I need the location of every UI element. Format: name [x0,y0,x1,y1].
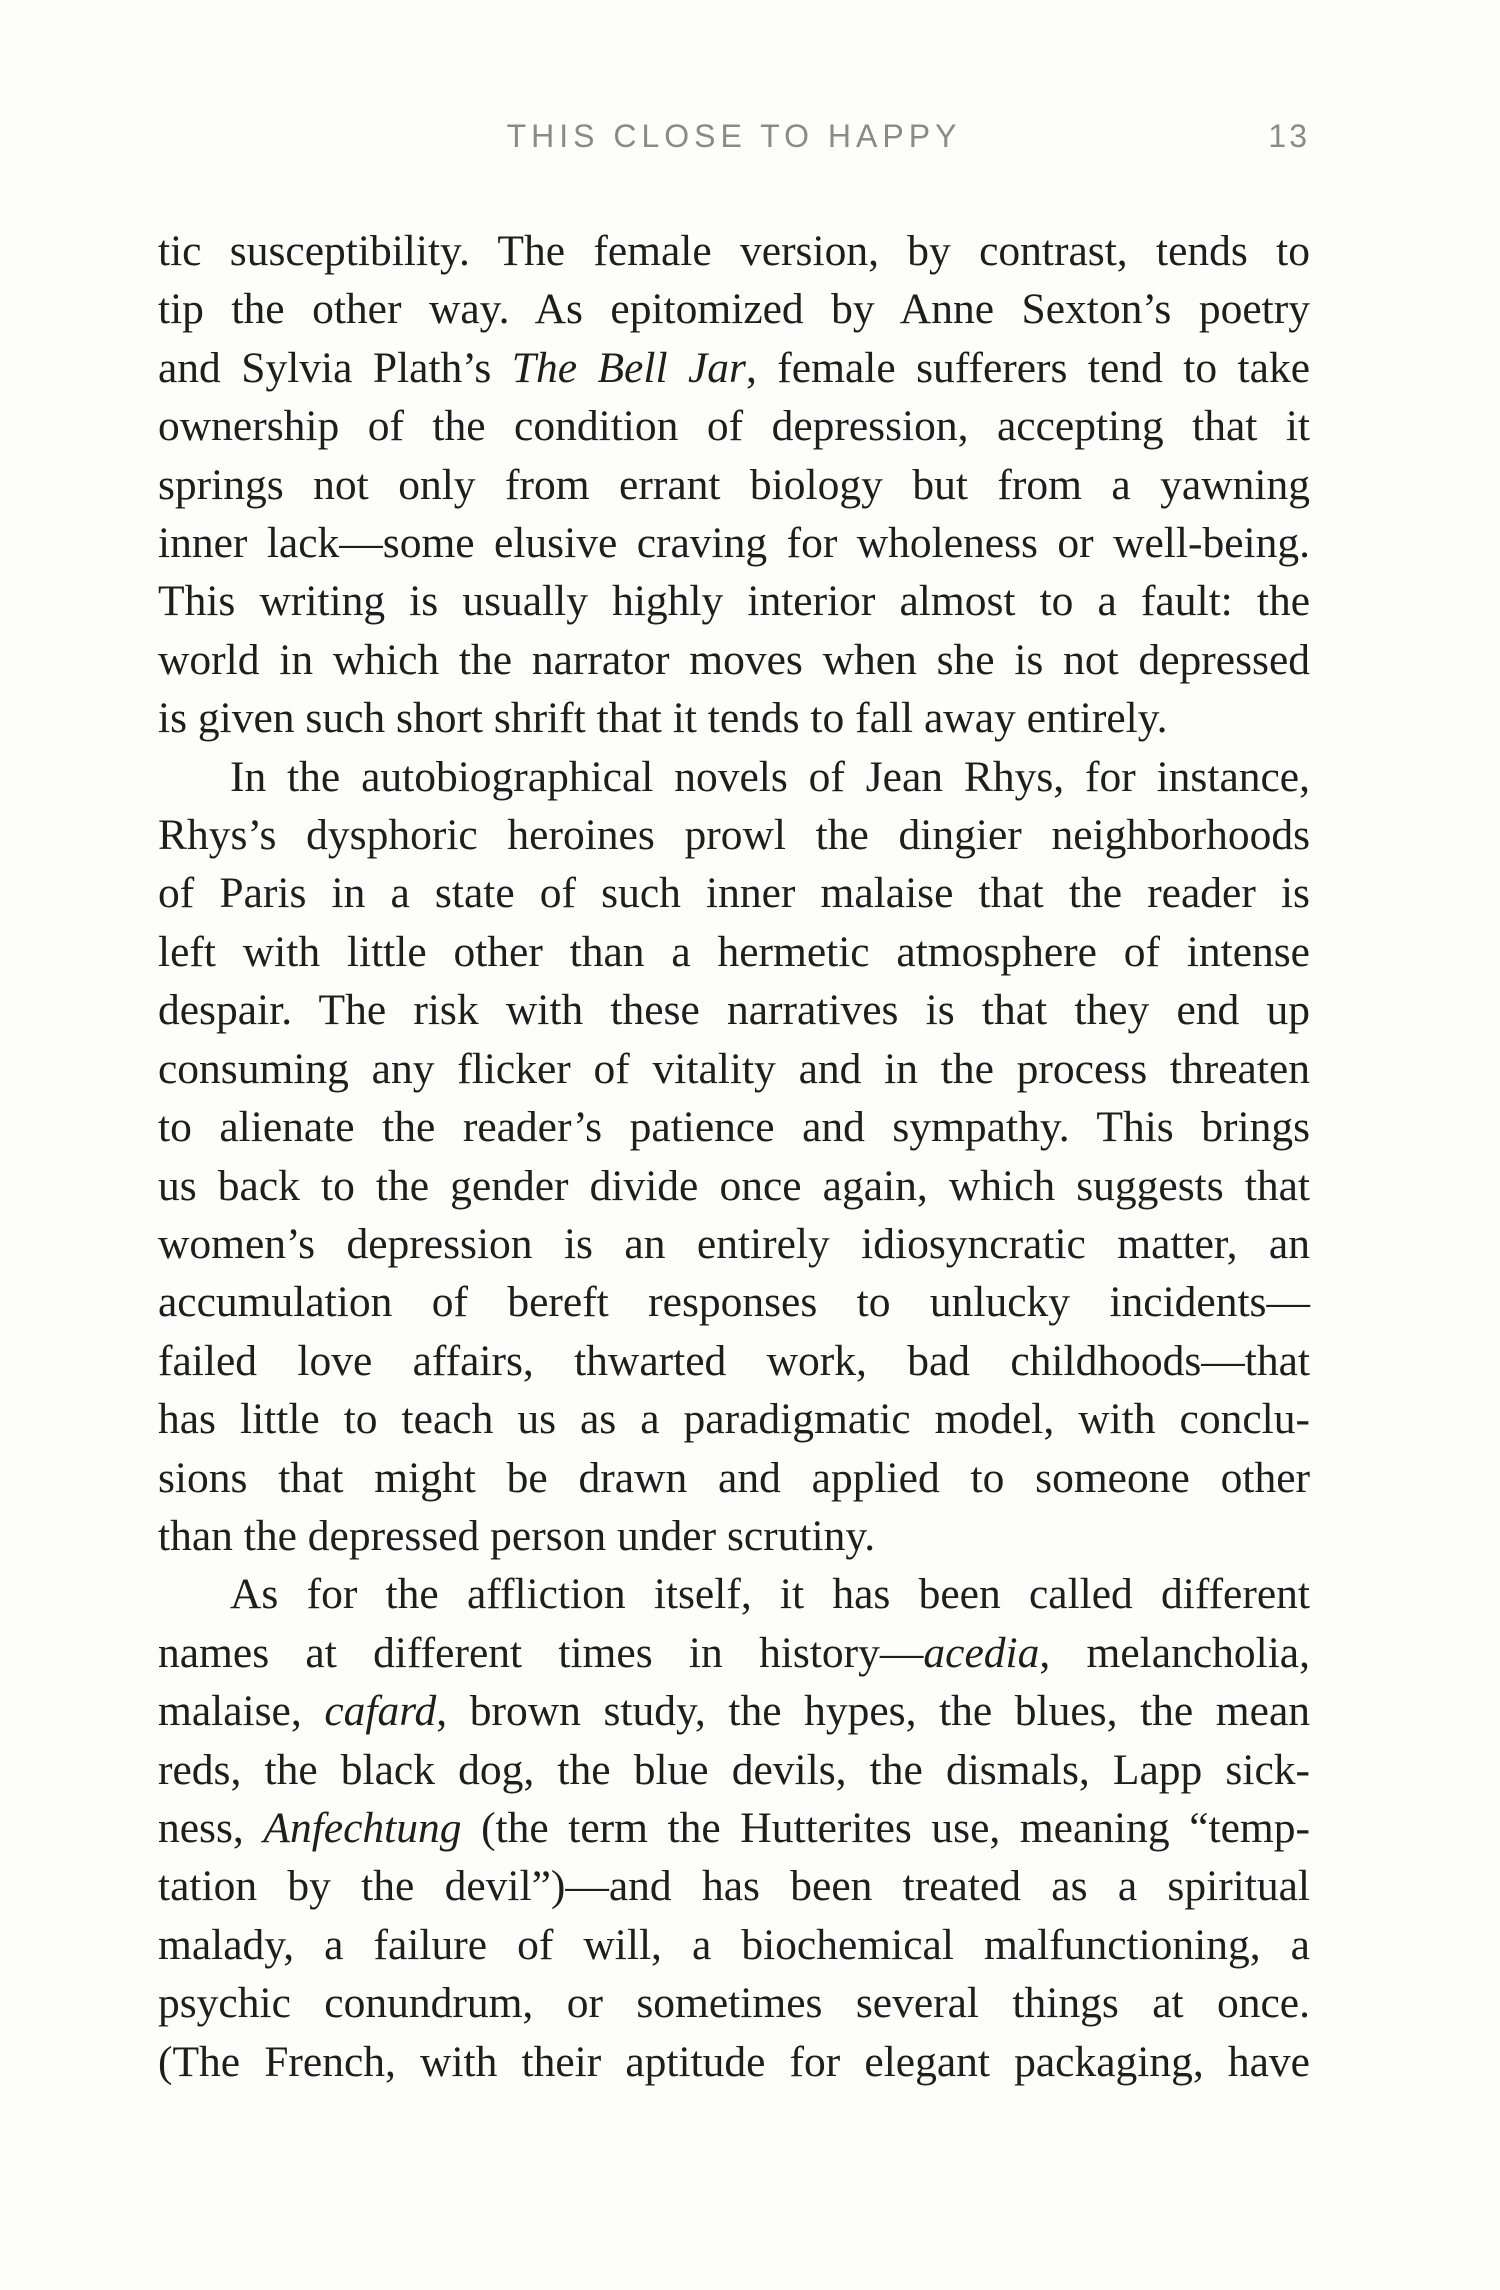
text-line: is given such short shrift that it tends to fall away entirely. [158,694,1168,743]
page-number: 13 [1268,118,1310,154]
text-line: reds, the black dog, the blue devils, the dismals, Lapp sick- [158,1745,1310,1794]
text-line: names at different times in history—acedia, melancholia, [158,1628,1310,1677]
text-line: consuming any flicker of vitality and in the process threaten [158,1044,1310,1093]
text-line: tic susceptibility. The female version, by contrast, tends to [158,227,1310,275]
term-italic: acedia [923,1628,1040,1677]
text-line: malaise, cafard, brown study, the hypes, the blues, the mean [158,1687,1311,1736]
text-line: accumulation of bereft responses to unlucky incidents— [158,1278,1310,1327]
running-head [158,118,1310,168]
paragraph-2 [158,748,1310,1566]
paragraph-1 [158,222,1310,748]
text-line: Rhys’s dysphoric heroines prowl the dingier neighborhoods [158,811,1310,860]
body-text [158,222,1310,2091]
text-line: tip the other way. As epitomized by Anne Sexton’s poetry [158,285,1310,334]
text-line: women’s depression is an entirely idiosyncratic matter, an [158,1219,1310,1268]
text-line: despair. The risk with these narratives is that they end up [158,986,1310,1035]
text-line: of Paris in a state of such inner malaise that the reader is [158,869,1310,918]
text-line: As for the affliction itself, it has been called different [230,1570,1310,1619]
text-line: psychic conundrum, or sometimes several things at once. [158,1979,1310,2028]
running-title: THIS CLOSE TO HAPPY [506,118,962,154]
book-title-italic: The Bell Jar [511,343,746,392]
text-line: (The French, with their aptitude for elegant packaging, have [158,2037,1310,2086]
text-line: ness, Anfechtung (the term the Hutterites use, meaning “temp- [158,1803,1310,1852]
text-line: In the autobiographical novels of Jean Rhys, for instance, [230,752,1310,801]
text-line: left with little other than a hermetic atmosphere of intense [158,927,1310,976]
text-line: has little to teach us as a paradigmatic model, with conclu- [158,1395,1310,1444]
text-line: springs not only from errant biology but from a yawning [158,460,1310,509]
text-line: malady, a failure of will, a biochemical malfunctioning, a [158,1920,1310,1969]
term-italic: cafard [324,1687,437,1736]
text-line: and Sylvia Plath’s The Bell Jar, female sufferers tend to take [158,343,1311,392]
text-line: to alienate the reader’s patience and sympathy. This brings [158,1103,1310,1152]
text-line: failed love affairs, thwarted work, bad childhoods—that [158,1336,1310,1385]
text-line: us back to the gender divide once again, which suggests that [158,1161,1310,1210]
text-line: inner lack—some elusive craving for wholeness or well-being. [158,519,1310,568]
paragraph-3 [158,1565,1310,2091]
text-line: than the depressed person under scrutiny. [158,1511,876,1560]
term-italic: Anfechtung [263,1803,462,1852]
text-line: This writing is usually highly interior almost to a fault: the [158,577,1310,626]
text-line: sions that might be drawn and applied to someone other [158,1453,1310,1502]
text-line: tation by the devil”)—and has been treated as a spiritual [158,1862,1310,1911]
text-line: ownership of the condition of depression, accepting that it [158,402,1310,451]
text-line: world in which the narrator moves when she is not depressed [158,635,1310,684]
